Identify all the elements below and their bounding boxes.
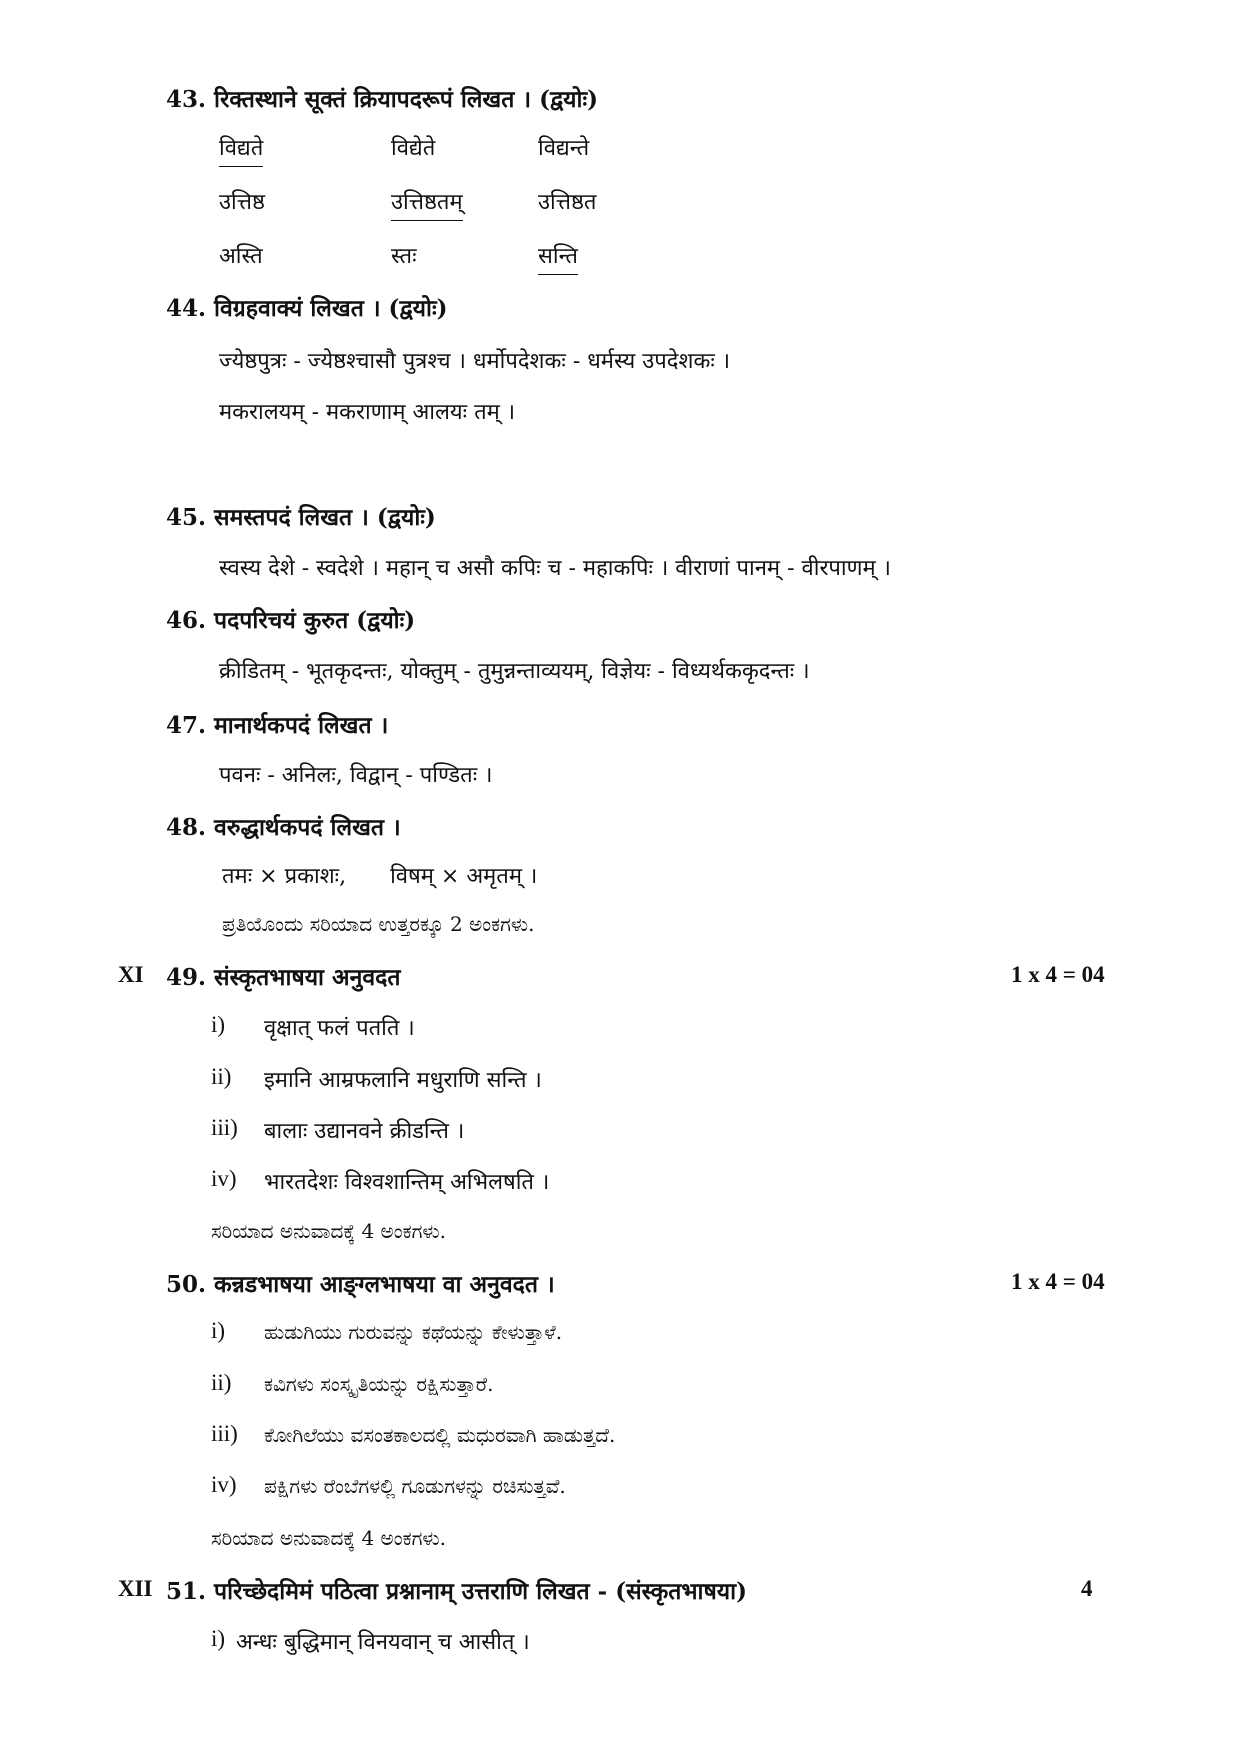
- question-46-title: 46. पदपरिचयं कुरुत (द्वयोः): [166, 607, 416, 634]
- q43-cell: उत्तिष्ठतम्: [391, 186, 463, 221]
- list-item-number: iii): [211, 1421, 238, 1446]
- q46-answer-line: क्रीडितम् - भूतकृदन्तः, योक्तुम् - तुमुन्नन्ताव्ययम्, विज्ञेयः - विध्यर्थककृदन्तः ।: [219, 659, 810, 684]
- list-item-number: ii): [211, 1064, 232, 1089]
- list-item-text: ಪಕ್ಷಿಗಳು ರೆಂಬೆಗಳಲ್ಲಿ ಗೂಡುಗಳನ್ನು ರಚಿಸುತ್ತವೆ.: [264, 1474, 566, 1498]
- list-item-number: i): [211, 1318, 226, 1343]
- list-item-number: iii): [211, 1115, 238, 1140]
- list-item-text: इमानि आम्रफलानि मधुराणि सन्ति ।: [264, 1068, 542, 1093]
- question-49-title: 49. संस्कृतभाषया अनुवदत: [166, 964, 401, 991]
- q48-word: तमः: [222, 864, 253, 889]
- question-44-title: 44. विग्रहवाक्यं लिखत । (द्वयोः): [166, 295, 448, 322]
- list-item-text: ಕೋಗಿಲೆಯು ವಸಂತಕಾಲದಲ್ಲಿ ಮಧುರವಾಗಿ ಹಾಡುತ್ತದೆ.: [264, 1423, 616, 1447]
- q43-cell: विद्यन्ते: [538, 136, 590, 161]
- q43-cell: सन्ति: [538, 240, 578, 275]
- q47-answer-line: पवनः - अनिलः, विद्वान् - पण्डितः ।: [219, 763, 493, 788]
- q50-marks-note: ಸರಿಯಾದ ಅನುವಾದಕ್ಕೆ 4 ಅಂಕಗಳು.: [211, 1526, 446, 1550]
- question-50-marks: 1 x 4 = 04: [1011, 1269, 1105, 1294]
- q45-answer-line: स्वस्य देशे - स्वदेशे । महान् च असौ कपिः च - महाकपिः । वीराणां पानम् - वीरपाणम् ।: [219, 556, 892, 581]
- question-45-title: 45. समस्तपदं लिखत । (द्वयोः): [166, 504, 436, 531]
- list-item-number: i): [211, 1012, 226, 1037]
- list-item-text: ಕವಿಗಳು ಸಂಸ್ಕೃತಿಯನ್ನು ರಕ್ಷಿಸುತ್ತಾರೆ.: [264, 1372, 494, 1396]
- q44-answer-line: मकरालयम् - मकराणाम् आलयः तम् ।: [219, 400, 516, 425]
- q48-word: विषम्: [390, 864, 434, 889]
- list-item-text: अन्धः बुद्धिमान् विनयवान् च आसीत् ।: [236, 1630, 530, 1655]
- q48-word: प्रकाशः,: [284, 864, 347, 889]
- question-48-title: 48. वरुद्धार्थकपदं लिखत ।: [166, 814, 401, 841]
- q49-marks-note: ಸರಿಯಾದ ಅನುವಾದಕ್ಕೆ 4 ಅಂಕಗಳು.: [211, 1219, 446, 1243]
- list-item-number: iv): [211, 1166, 237, 1191]
- question-49-marks: 1 x 4 = 04: [1011, 962, 1105, 987]
- question-43-title: 43. रिक्तस्थाने सूक्तं क्रियापदरूपं लिखत । (द्वयोः): [166, 86, 599, 113]
- list-item-number: ii): [211, 1370, 232, 1395]
- section-label-xi: XI: [118, 962, 144, 987]
- question-50-title: 50. कन्नडभाषया आङ्ग्लभाषया वा अनुवदत ।: [166, 1271, 555, 1298]
- q43-cell: विद्येते: [391, 136, 436, 161]
- question-51-title: 51. परिच्छेदमिमं पठित्वा प्रश्नानाम् उत्तराणि लिखत - (संस्कृतभाषया): [166, 1578, 747, 1605]
- q43-cell: अस्ति: [219, 244, 263, 269]
- q48-answer-line: [222, 860, 537, 890]
- q43-cell: उत्तिष्ठत: [538, 190, 597, 215]
- cross-icon: ×: [259, 864, 278, 889]
- q44-answer-line: ज्येष्ठपुत्रः - ज्येष्ठश्चासौ पुत्रश्च । धर्मोपदेशकः - धर्मस्य उपदेशकः ।: [219, 349, 731, 374]
- q48-word: अमृतम् ।: [466, 864, 538, 889]
- list-item-text: बालाः उद्यानवने क्रीडन्ति ।: [264, 1119, 465, 1144]
- list-item-text: भारतदेशः विश्वशान्तिम् अभिलषति ।: [264, 1170, 550, 1195]
- q43-cell: उत्तिष्ठ: [219, 190, 265, 215]
- question-47-title: 47. मानार्थकपदं लिखत ।: [166, 712, 389, 739]
- question-51-marks: 4: [1081, 1576, 1093, 1601]
- list-item-number: i): [211, 1626, 226, 1651]
- list-item-number: iv): [211, 1472, 237, 1497]
- list-item-text: वृक्षात् फलं पतति ।: [264, 1016, 415, 1041]
- cross-icon: ×: [440, 864, 460, 889]
- q43-cell: स्तः: [391, 244, 417, 269]
- q43-cell: विद्यते: [219, 132, 263, 167]
- list-item-text: ಹುಡುಗಿಯು ಗುರುವನ್ನು ಕಥೆಯನ್ನು ಕೇಳುತ್ತಾಳೆ.: [264, 1320, 563, 1344]
- section-label-xii: XII: [118, 1576, 153, 1601]
- q48-marks-note: ಪ್ರತಿಯೊಂದು ಸರಿಯಾದ ಉತ್ತರಕ್ಕೂ 2 ಅಂಕಗಳು.: [222, 912, 535, 936]
